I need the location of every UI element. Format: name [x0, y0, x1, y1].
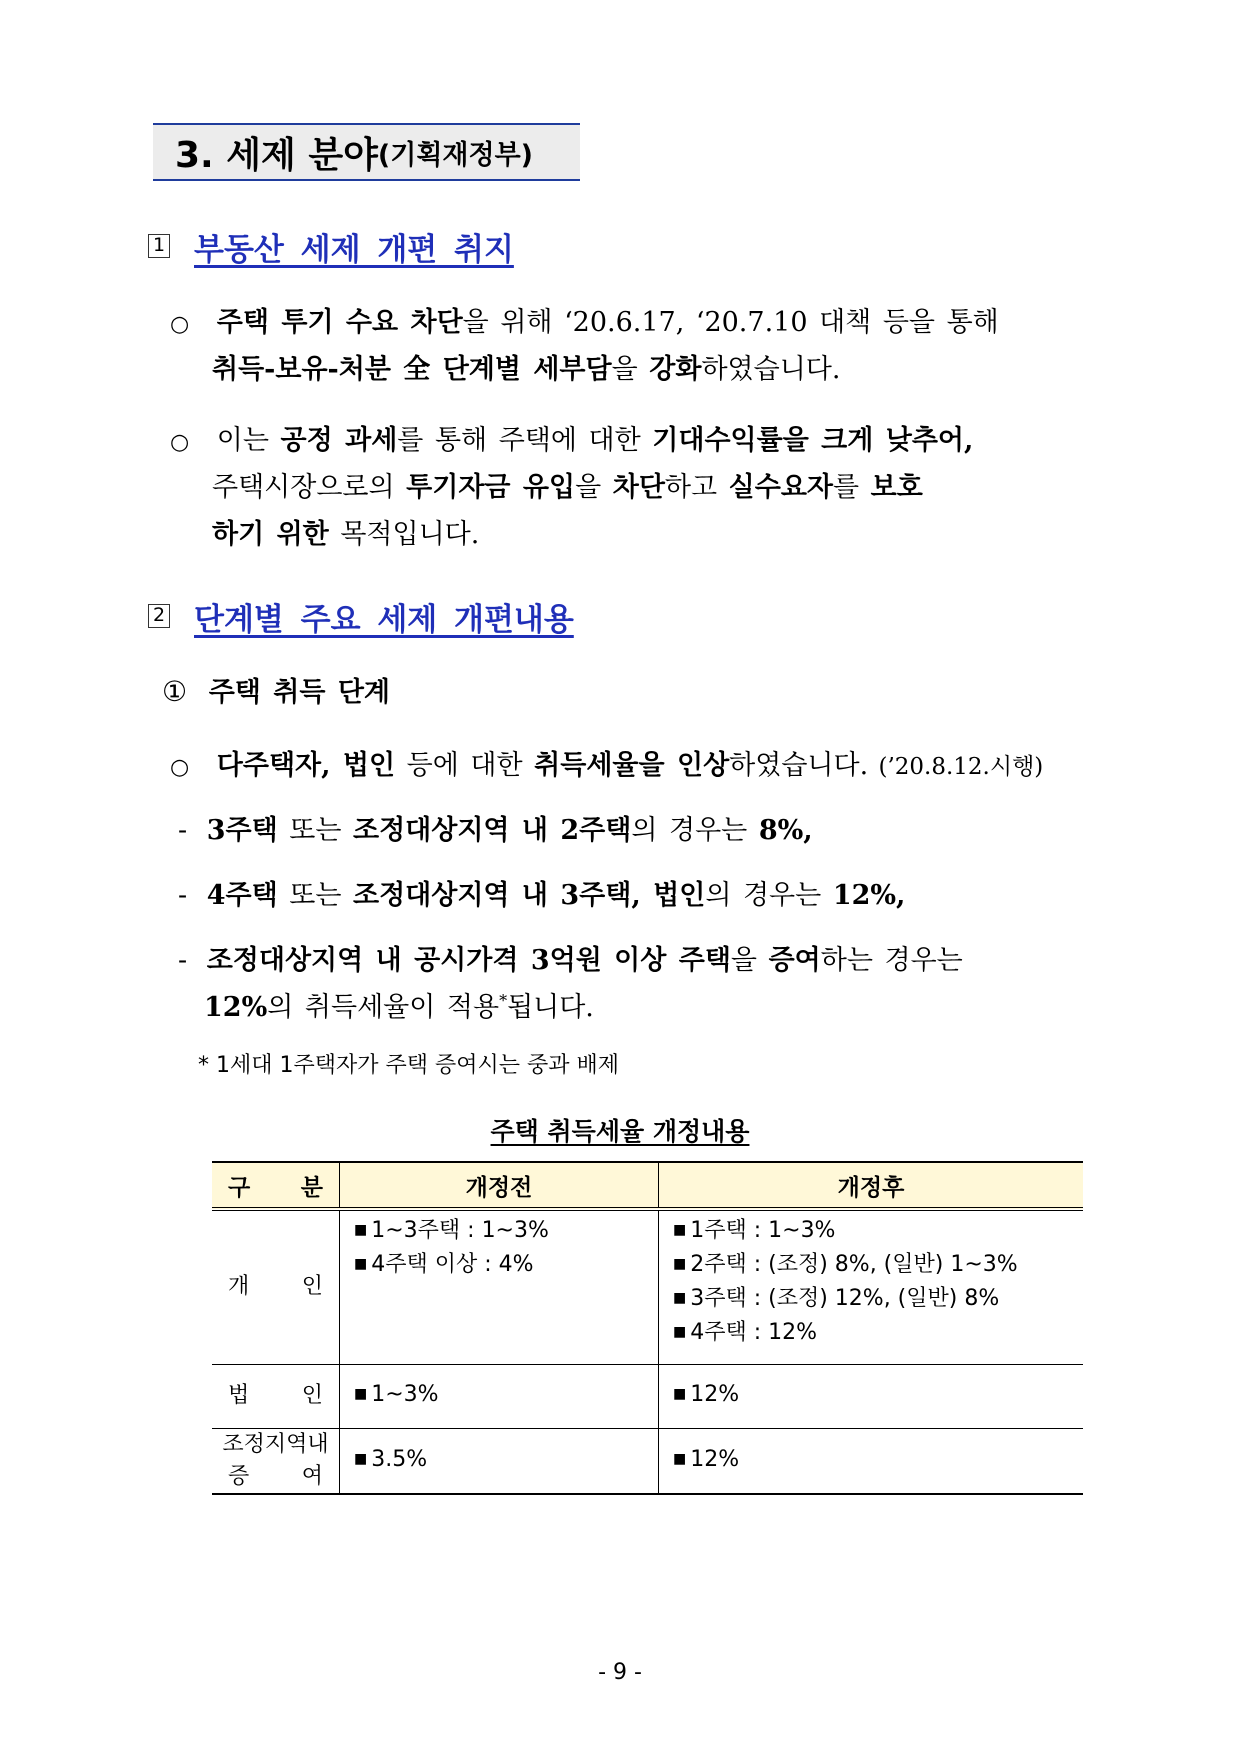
table-header-row [212, 1162, 1083, 1209]
text: 하였습니다. [729, 750, 869, 781]
section-title: 부동산 세제 개편 취지 [194, 231, 514, 268]
emphasis: 취득-보유-처분 全 단계별 세부담 [212, 354, 612, 385]
emphasis: 주택 투기 수요 차단 [216, 307, 463, 338]
before-cell [340, 1364, 659, 1428]
emphasis: 투기자금 유입 [406, 472, 576, 503]
square-bullet-icon: ■ [673, 1256, 687, 1272]
item-text: 4주택 이상 : 4% [371, 1252, 534, 1277]
emphasis: 기대수익률을 크게 낮추어, [652, 425, 974, 456]
square-bullet-icon: ■ [673, 1386, 687, 1402]
table-caption [0, 1112, 1240, 1148]
item-text: 4주택 : 12% [690, 1320, 818, 1345]
after-cell [659, 1364, 1084, 1428]
text: 의 경우는 [631, 815, 759, 846]
emphasis: 공정 과세 [280, 425, 398, 456]
square-bullet-icon: ■ [354, 1386, 368, 1402]
table-row [212, 1428, 1083, 1494]
item-text: 1주택 : 1~3% [690, 1218, 836, 1243]
square-bullet-icon: ■ [354, 1450, 368, 1467]
paragraph-3 [170, 743, 1043, 782]
before-cell [340, 1428, 659, 1494]
dash-item-2 [178, 873, 905, 912]
emphasis: 다주택자, 법인 [216, 750, 396, 781]
table-caption-text: 주택 취득세율 개정내용 [490, 1117, 750, 1146]
emphasis: 12%, [832, 880, 906, 911]
emphasis: 차단 [612, 472, 665, 503]
square-bullet-icon: ■ [673, 1450, 687, 1467]
square-bullet-icon: ■ [673, 1222, 687, 1238]
text: 하였습니다. [701, 354, 841, 385]
emphasis: 강화 [649, 354, 702, 385]
list-item [354, 1379, 658, 1413]
row-category [212, 1209, 340, 1364]
paragraph-1 [170, 300, 1120, 395]
text: 을 [730, 945, 769, 976]
header-after: 개정후 [659, 1162, 1084, 1209]
emphasis: 취득세율을 인상 [534, 750, 730, 781]
text: 의 경우는 [705, 880, 833, 911]
text: 하는 경우는 [820, 945, 963, 976]
list-item [673, 1283, 1083, 1317]
page-number: - 9 - [598, 1660, 642, 1685]
after-cell [659, 1209, 1084, 1364]
list-item [673, 1444, 1083, 1478]
text: 또는 [277, 815, 354, 846]
footnote-marker: * [499, 991, 508, 1010]
dash: - [178, 945, 188, 976]
emphasis: 조정대상지역 내 3주택, 법인 [353, 880, 706, 911]
text: 또는 [277, 880, 354, 911]
section-2-heading [148, 597, 574, 638]
text: 이는 [216, 425, 281, 456]
text: 목적입니다. [328, 519, 480, 550]
text: 등에 대한 [395, 750, 535, 781]
list-item [354, 1444, 658, 1478]
footnote: * 1세대 1주택자가 주택 증여시는 중과 배제 [198, 1053, 619, 1078]
stage-marker: ① [162, 675, 188, 708]
category-char: 법 [228, 1383, 250, 1408]
text: 됩니다. [507, 992, 594, 1023]
text: 를 통해 주택에 대한 [397, 425, 653, 456]
header-category [212, 1162, 340, 1209]
dash: - [178, 815, 188, 846]
tax-rate-table [212, 1161, 1083, 1495]
item-text: 3.5% [371, 1446, 428, 1472]
chapter-title: 3. 세제 분야 [175, 134, 378, 176]
category-char: 증 [228, 1463, 250, 1489]
item-text: 12% [690, 1446, 740, 1472]
category-char: 개 [228, 1274, 250, 1300]
stage-heading [162, 670, 390, 709]
paragraph-2 [170, 418, 1120, 558]
row-category [212, 1428, 340, 1494]
header-before: 개정전 [340, 1162, 659, 1209]
dash-item-1 [178, 808, 813, 847]
emphasis: 3주택 [206, 815, 278, 846]
emphasis: 12% [204, 992, 268, 1023]
section-number-box: 2 [148, 604, 170, 628]
text: 을 [575, 472, 613, 503]
emphasis: 실수요자 [728, 472, 833, 503]
text: 을 [611, 354, 650, 385]
text: 을 위해 ‘20.6.17, ‘20.7.10 대책 등을 통해 [462, 307, 999, 338]
category-char: 인 [301, 1383, 323, 1408]
before-cell [340, 1209, 659, 1364]
dash: - [178, 880, 188, 911]
list-item [673, 1249, 1083, 1283]
square-bullet-icon: ■ [354, 1222, 368, 1238]
chapter-ministry: (기획재정부) [377, 139, 533, 171]
section-number-box: 1 [148, 234, 170, 258]
text: 를 [832, 472, 871, 503]
square-bullet-icon: ■ [673, 1324, 687, 1340]
bullet-symbol: ○ [170, 312, 190, 337]
list-item [673, 1215, 1083, 1249]
emphasis: 하기 위한 [212, 519, 329, 550]
text: 의 취득세율이 적용 [267, 992, 500, 1023]
emphasis: 조정대상지역 내 공시가격 3억원 이상 주택 [206, 945, 731, 976]
stage-label: 주택 취득 단계 [208, 677, 390, 708]
effective-date: (’20.8.12.시행) [868, 754, 1044, 780]
category-line: 조정지역내 [222, 1431, 329, 1457]
emphasis: 보호 [870, 472, 923, 503]
item-text: 3주택 : (조정) 12%, (일반) 8% [690, 1286, 1000, 1311]
emphasis: 4주택 [206, 880, 278, 911]
category-char: 여 [301, 1463, 323, 1489]
bullet-symbol: ○ [170, 430, 190, 455]
table-row [212, 1209, 1083, 1364]
list-item [673, 1317, 1083, 1351]
bullet-symbol: ○ [170, 755, 190, 780]
square-bullet-icon: ■ [673, 1290, 687, 1306]
list-item [673, 1379, 1083, 1413]
category-char: 인 [301, 1274, 323, 1300]
list-item [354, 1215, 658, 1249]
emphasis: 8%, [758, 815, 813, 846]
emphasis: 조정대상지역 내 2주택 [353, 815, 632, 846]
section-title: 단계별 주요 세제 개편내용 [194, 601, 574, 638]
table-row [212, 1364, 1083, 1428]
chapter-heading [153, 123, 580, 181]
row-category [212, 1364, 340, 1428]
section-1-heading [148, 227, 514, 268]
header-category-char: 분 [300, 1174, 323, 1201]
after-cell [659, 1428, 1084, 1494]
emphasis: 증여 [768, 945, 821, 976]
text: 하고 [664, 472, 729, 503]
item-text: 1~3주택 : 1~3% [371, 1218, 549, 1243]
square-bullet-icon: ■ [354, 1256, 368, 1272]
text: 주택시장으로의 [212, 472, 407, 503]
item-text: 12% [690, 1382, 740, 1407]
list-item [354, 1249, 658, 1283]
header-category-char: 구 [228, 1174, 251, 1201]
item-text: 2주택 : (조정) 8%, (일반) 1~3% [690, 1252, 1018, 1277]
dash-item-3 [178, 938, 1078, 1033]
item-text: 1~3% [371, 1382, 439, 1407]
